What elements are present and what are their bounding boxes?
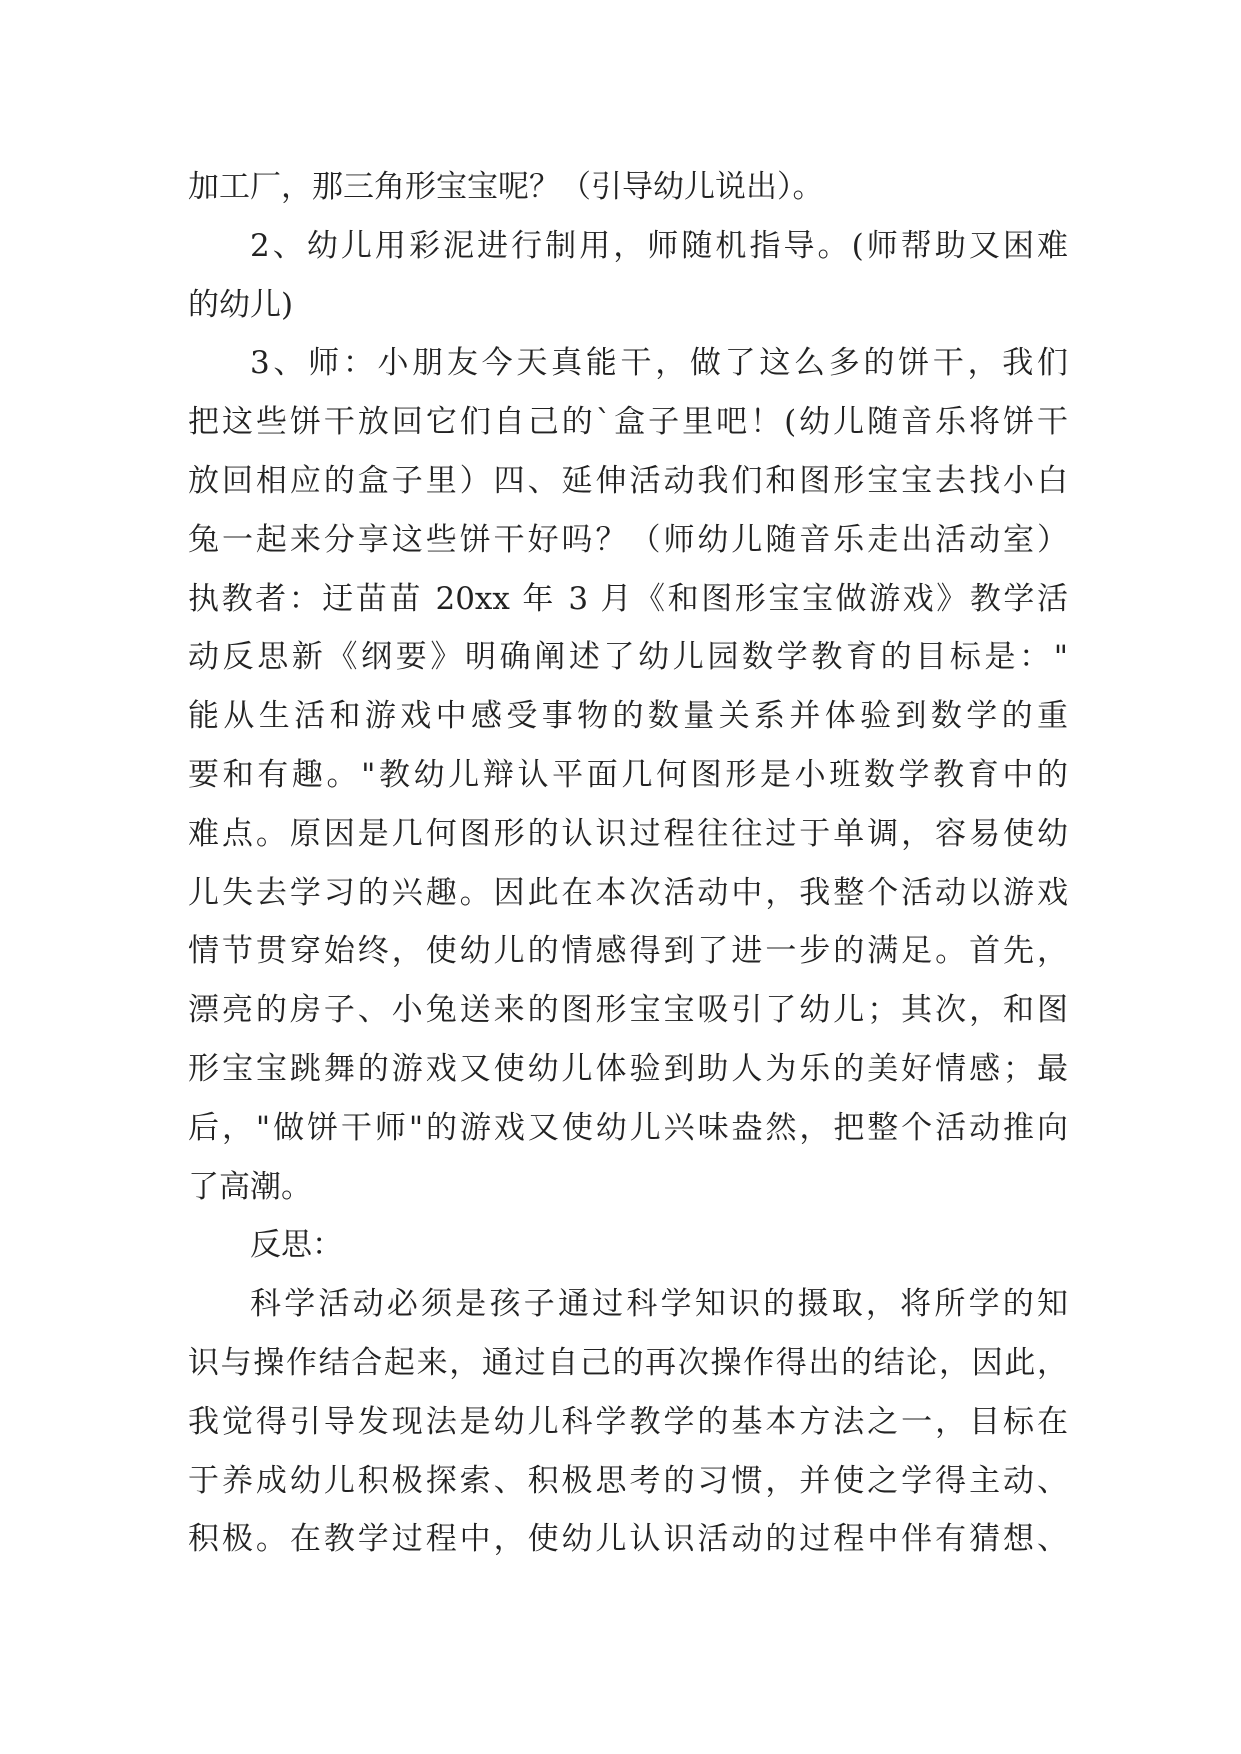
text-line: 识与操作结合起来，通过自己的再次操作得出的结论，因此， bbox=[188, 1344, 1068, 1381]
text-line: 反思： bbox=[250, 1227, 343, 1264]
text-line: 我觉得引导发现法是幼儿科学教学的基本方法之一，目标在 bbox=[188, 1403, 1068, 1440]
text-line: 于养成幼儿积极探索、积极思考的习惯，并使之学得主动、 bbox=[188, 1462, 1068, 1499]
text-line: 形宝宝跳舞的游戏又使幼儿体验到助人为乐的美好情感；最 bbox=[188, 1050, 1068, 1087]
text-line: 2、幼儿用彩泥进行制用，师随机指导。(师帮助又困难 bbox=[250, 227, 1068, 264]
text-line: 难点。原因是几何图形的认识过程往往过于单调，容易使幼 bbox=[188, 815, 1068, 852]
text-line: 的幼儿) bbox=[188, 286, 294, 323]
text-line: 加工厂，那三角形宝宝呢？（引导幼儿说出）。 bbox=[188, 169, 824, 205]
text-line: 后，"做饼干师"的游戏又使幼儿兴味盎然，把整个活动推向 bbox=[188, 1109, 1068, 1146]
text-line: 3、师：小朋友今天真能干，做了这么多的饼干，我们 bbox=[250, 345, 1068, 382]
text-line: 了高潮。 bbox=[188, 1168, 312, 1205]
text-line: 科学活动必须是孩子通过科学知识的摄取，将所学的知 bbox=[250, 1286, 1068, 1323]
text-line: 执教者：迂苗苗 20xx 年 3 月《和图形宝宝做游戏》教学活 bbox=[188, 580, 1068, 617]
text-line: 把这些饼干放回它们自己的`盒子里吧！(幼儿随音乐将饼干 bbox=[188, 404, 1068, 441]
document-body bbox=[188, 158, 1068, 1569]
text-line: 儿失去学习的兴趣。因此在本次活动中，我整个活动以游戏 bbox=[188, 874, 1068, 911]
text-line: 积极。在教学过程中，使幼儿认识活动的过程中伴有猜想、 bbox=[188, 1521, 1068, 1558]
text-line: 要和有趣。"教幼儿辩认平面几何图形是小班数学教育中的 bbox=[188, 756, 1068, 793]
text-line: 能从生活和游戏中感受事物的数量关系并体验到数学的重 bbox=[188, 698, 1068, 735]
text-line: 放回相应的盒子里）四、延伸活动我们和图形宝宝去找小白 bbox=[188, 462, 1068, 499]
text-line: 动反思新《纲要》明确阐述了幼儿园数学教育的目标是：" bbox=[188, 639, 1068, 676]
text-line: 漂亮的房子、小兔送来的图形宝宝吸引了幼儿；其次，和图 bbox=[188, 992, 1068, 1029]
text-line: 兔一起来分享这些饼干好吗？（师幼儿随音乐走出活动室） bbox=[188, 521, 1068, 558]
text-line: 情节贯穿始终，使幼儿的情感得到了进一步的满足。首先， bbox=[188, 933, 1068, 970]
